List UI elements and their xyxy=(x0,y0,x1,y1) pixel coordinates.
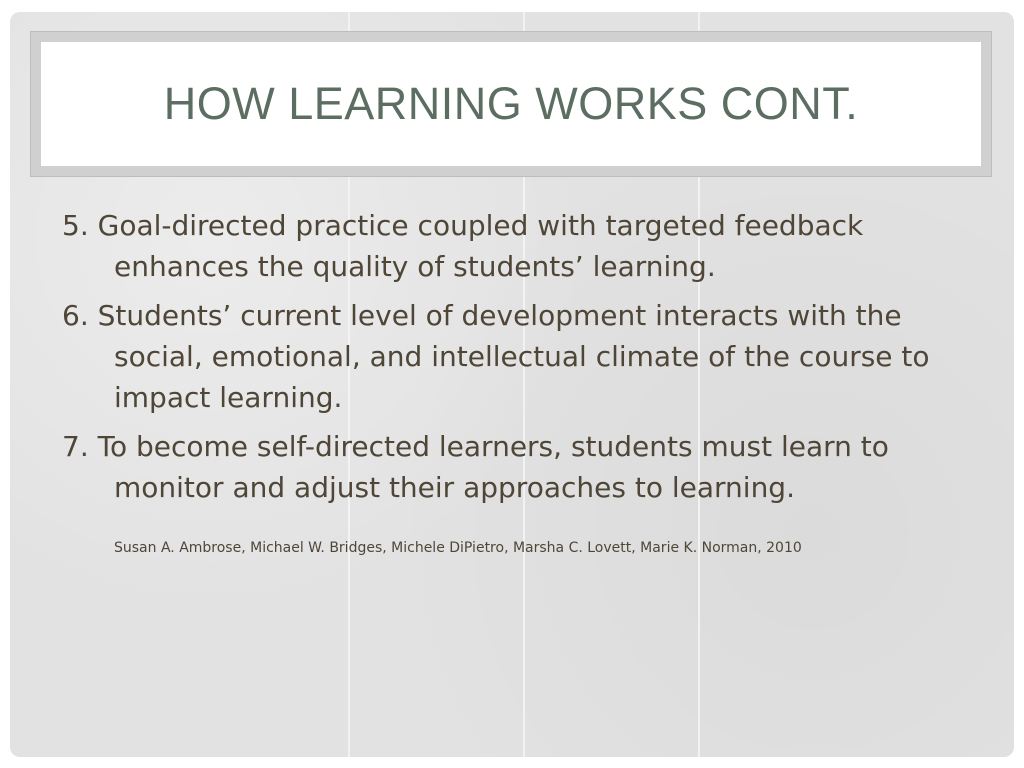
bullet-point-6: 6. Students’ current level of development interacts with the social, emotional, and intellectual climate of the course to impact learning. xyxy=(62,299,930,414)
slide-title: HOW LEARNING WORKS CONT. xyxy=(163,78,859,129)
slide xyxy=(10,12,1014,757)
slide-content xyxy=(62,205,962,560)
bullet-point-7: 7. To become self-directed learners, students must learn to monitor and adjust their approaches to learning. xyxy=(62,430,889,504)
title-box xyxy=(41,42,981,166)
title-band xyxy=(30,31,992,177)
bullet-point-5: 5. Goal-directed practice coupled with targeted feedback enhances the quality of students’ learning. xyxy=(62,209,864,283)
citation: Susan A. Ambrose, Michael W. Bridges, Michele DiPietro, Marsha C. Lovett, Marie K. Norman, 2010 xyxy=(114,540,802,556)
